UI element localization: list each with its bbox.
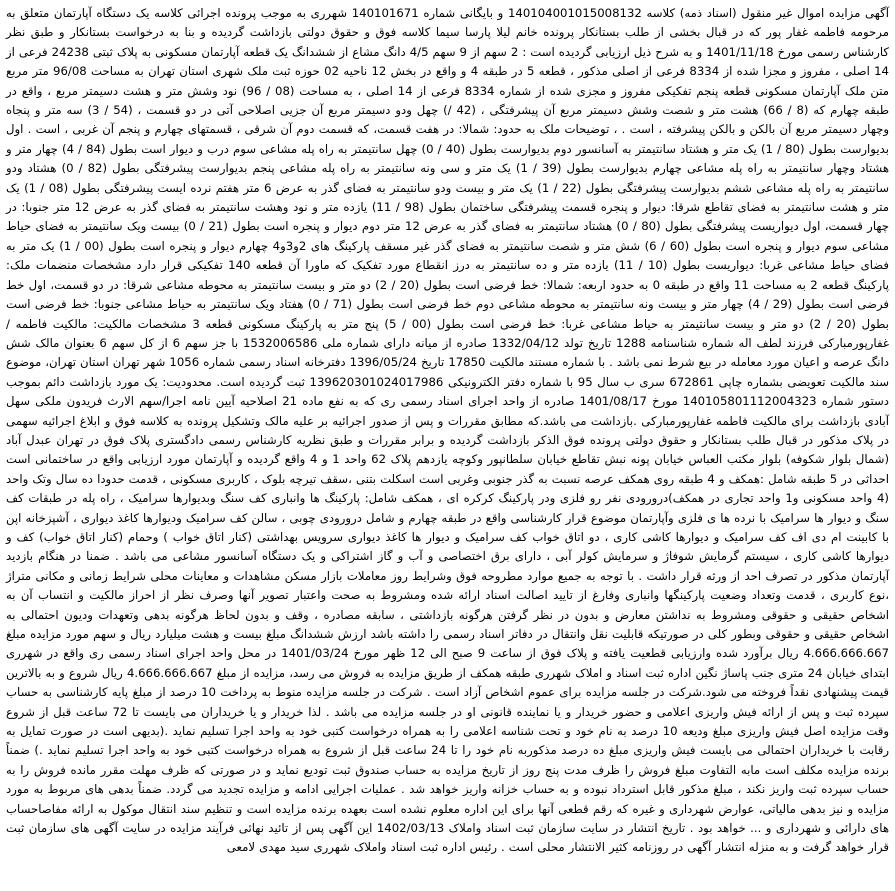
auction-notice-text: آگهی مزایده اموال غیر منقول (اسناد ذمه) کلاسه 140104001015008132 و بایگانی شماره 140101671 شهرری به موجب پرونده اجرائی کلاسه یک دستگاه آپارتمان متعلق به مرحومه فاطمه غفار پور که در قبال بخشی از طلب بستانکار پرونده خانم لیلا پارسا سیما کلاسه فوق و حقوق دولتی بازداشت گردیده و بنا به درخواست بستانکار و طبق نظر کارشناس رسمی مورخ 1401/11/18 و به شرح ذیل ارزیابی گردیده است : 2 سهم از 9 سهم 4/5 دانگ مشاع از ششدانگ یک قطعه آپارتمان مسکونی به پلاک ثبتی 24238 فرعی از 14 اصلی ، مفروز و مجزا شده از 8334 فرعی از اصلی مذکور ، قطعه 5 در طبقه 4 و واقع در بخش 12 ناحیه 02 حوزه ثبت ملک شهری استان تهران به مساحت 96/08 متر مربع متن ملک آپارتمان مسکونی قطعه پنجم تفکیکی مفروز و مجزی شده از شماره 8334 فرعی از 14 اصلی ، به مساحت (08 / 96) نود وشش متر و هشت دسیمتر مربع ، واقع در طبقه چهارم که (8 / 66) هشت متر و شصت وشش دسیمتر مربع آن پیشرفتگی ، (42 /) چهل ودو دسیمتر مربع آن جزیی اصلاحی آتی در دو قسمت ، (54 / 3) سه متر و پنجاه وچهار دسیمتر مربع آن بالکن و بالکن پیشرفته ، است . ، توضیحات ملک به حدود: شمالا: در هفت قسمت، که قسمت دوم آن شرقی ، قسمتهای چهارم و پنجم آن غربی ، است . اول بدیوارست بطول (80 / 1) یک متر و هشتاد سانتیمتر به آسانسور دوم بدیوارست بطول (40 / 0) چهل سانتیمتر به راه پله مشاعی سوم درب و دیوار است بطول (84 / 4) چهار متر و هشتاد وچهار سانتیمتر به راه پله مشاعی چهارم بدیوارست بطول (39 / 1) یک متر و سی ونه سانتیمتر به راه پله مشاعی پنجم بدیوارست پیشرفتگی بطول (82 / 0) هشتاد ودو سانتیمتر به راه پله مشاعی ششم بدیوارست پیشرفتگی بطول (22 / 1) یک متر و بیست ودو سانتیمتر به فضای گذر به عرض 6 متر هفتم نرده ایست پیشرفتگی بطول (08 / 1) یک متر و هشت سانتیمتر به فضای تقاطع شرقا: دیوار و پنجره قسمت پیشرفتگی ساختمان بطول (98 / 11) یازده متر و نود وهشت سانتیمتر به فضای گذر به عرض 12 متر جنوبا: در چهار قسمت، اول دیواریست پیشرفتگی بطول (80 / 0) هشتاد سانتیمتر به فضای گذر به عرض 12 متر دوم دیوار و پنجره است بطول (21 / 0) بیست ویک سانتیمتر به فضای حیاط مشاعی سوم دیوار و پنجره است بطول (60 / 6) شش متر و شصت سانتیمتر به فضای گذر غیر مسقف پارکینگ های 2و3و4 چهارم دیوار و پنجره است بطول (00 / 1) یک متر به فضای حیاط مشاعی غربا: دیواریست بطول (10 / 11) یازده متر و ده سانتیمتر به درز انقطاع مورد تفکیک که ماورا آن قطعه 140 تفکیکی قرار دارد مشخصات منضمات ملک: پارکینگ قطعه 2 به مساحت 11 واقع در طبقه 0 به حدود اربعه: شمالا: خط فرضی است بطول (20 / 2) دو متر و بیست سانتیمتر به محوطه مشاعی شرقا: در دو قسمت، اول خط فرضی است بطول (29 / 4) چهار متر و بیست ونه سانتیمتر به محوطه مشاعی دوم خط فرضی است بطول (71 / 0) هفتاد ویک سانتیمتر به حیاط مشاعی جنوبا: خط فرضی است بطول (20 / 2) دو متر و بیست سانتیمتر به حیاط مشاعی غربا: خط فرضی است بطول (00 / 5) پنج متر به پارکینگ مسکونی قطعه 3 مشخصات مالکیت: مالکیت فاطمه / غفارپورمبارکی فرزند لطف اله شماره شناسنامه 1288 تاریخ تولد 1332/04/12 صادره از میانه دارای شماره ملی 1532006586 با جز سهم 6 از کل سهم 6 بعنوان مالک شش دانگ عرصه و اعیان مورد معامله در بیع شرط نمی باشد . با شماره مستند مالکیت 17850 تاریخ 1396/05/24 دفترخانه اسناد رسمی شماره 1056 شهر تهران استان تهران، موضوع سند مالکیت تعویضی بشماره چاپی 672861 سری ب سال 95 با شماره دفتر الکترونیکی 139620301024017986 ثبت گردیده است. محدودیت: یک مورد بازداشت دائم بموجب دستور شماره 140105801112004323 مورخ 1401/08/17 صادره از واحد اجرای اسناد رسمی ری که به نفع ماده 21 اصلاحیه آیین نامه اجرا/سهم الارث فریدون ملکی سهل آبادی بازداشت برای مالکیت فاطمه غفارپورمبارکی .بازداشت می باشد.که مطابق مقررات و پس از صدور اجرائیه بر علیه مالک وتشکیل پرونده به کلاسه فوق و ابلاغ اجرائیه سهمی در پلاک مذکور در قبال طلب بستانکار و حقوق دولتی پرونده فوق الذکر بازداشت گردیده و برابر مقررات و طبق نظریه کارشناس رسمی دادگستری پلاک فوق در تهران عبدل آباد (شمال بلوار شکوفه) بلوار مکتب العباس خیابان پونه نبش تقاطع خیابان سلطانپور وکوچه یازدهم پلاک 62 واحد 1 و 4 واقع گردیده و آپارتمان مورد ارزیابی واقع در ساختمانی است احداثی در 5 طبقه شامل :همکف و 4 طبقه روی همکف عرصه نسبت به گذر جنوبی وغربی است اسکلت بتنی ،سقف تیرچه بلوک ، کاربری مسکونی ، قدمت حدودا ده سال وتک واحد (4 واحد مسکونی و1 واحد تجاری در همکف)درورودی نفر رو فلزی ودر پارکینگ کرکره ای ، همکف شامل: پارکینگ ها وانباری کف سنگ وبدیوارها سرامیک ، راه پله در طبقات کف سنگ و دیوار ها سرامیک با نرده ها ی فلزی وآپارتمان موضوع قرار کارشناسی واقع در طبقه چهارم و شامل درورودی چوبی ، سالن کف سرامیک ودیوارها کاغذ دیواری ، آشپزخانه اپن با کابینت ام دی اف کف سرامیک و دیوارها کاشی کاری ، دو اتاق خواب کف سرامیک و دیوار ها کاغذ دیواری سرویس بهداشتی (کنار اتاق خواب ) وحمام (کنار اتاق خواب) کف و دیوارها کاشی کاری ، سیستم گرمایش شوفاژ و سرمایش کولر آبی ، دارای برق اختصاصی و آب و گاز اشتراکی و یک دستگاه آسانسور مشاعی می باشد . ضمنا در هنگام بازدید آپارتمان مذکور در تصرف احد از ورثه قرار داشت . با توجه به جمیع موارد مطروحه فوق وشرایط روز معاملات بازار مسکن مشاهدات و معاینات محلی شرایط زمانی و مکانی متراژ ،نوع کاربری ، قدمت وتعداد وضعیت پارکینگها وانباری وفارغ از تایید اصالت اسناد ارائه شده ومشروط به صحت واعتبار تصویر آنها وصرف نظر از احراز مالکیت و انتساب آن به اشخاص حقیقی و حقوقی ومشروط به نداشتن معارض و بدون در نظر گرفتن هرگونه بازداشتی ، سابقه مصادره ، وقف و بدون لحاظ هرگونه بدهی وتعهدات ودیون احتمالی به اشخاص حقیقی و حقوقی وبطور کلی در صورتیکه قابلیت نقل وانتقال در دفاتر اسناد رسمی را داشته باشد ارزش ششدانگ مبلغ بیست و هشت میلیارد ریال و سهم مورد مزایده مبلغ 4.666.666.667 ریال برآورد شده وارزیابی قطعیت یافته و پلاک فوق از ساعت 9 صبح الی 12 ظهر مورخ 1401/03/24 در محل واحد اجرای اسناد رسمی ری واقع در شهرری ابتدای خیابان 24 متری جنب پاساژ نگین اداره ثبت اسناد و املاک شهرری طبقه همکف از طریق مزایده به فروش می رسد، مزایده از مبلغ 4.666.666.667 ریال شروع و به بالاترین قیمت پیشنهادی نقداً فروخته می شود.شرکت در جلسه مزایده برای عموم اشخاص آزاد است . شرکت در جلسه مزایده منوط به پرداخت 10 درصد از مبلغ پایه کارشناسی به حساب سپرده ثبت و پس از ارائه فیش واریزی اعلامی و حضور خریدار و یا نماینده قانونی او در جلسه مزایده می باشد . لذا خریدار و یا خریداران می بایست تا 72 ساعت قبل از شروع وقت مزایده اصل فیش واریزی مبلغ ودیعه 10 درصد به نام خود و تحت شناسه اعلامی را به همراه درخواست کتبی خود به واحد اجرا تسلیم نماید .(بدیهی است در صورت تمایل به رقابت با خریداران احتمالی می بایست فیش واریزی مبلغ ده درصد مذکوربه نام خود را تا 24 ساعت قبل از شروع به همراه درخواست کتبی خود به واحد اجرا تسلیم نماید .) ضمناً برنده مزایده مکلف است مابه التفاوت مبلغ فروش را ظرف مدت پنج روز از تاریخ مزایده به حساب صندوق ثبت تودیع نماید و در صورتی که ظرف مهلت مقرر مانده فروش را به حساب سپرده ثبت واریز نکند ، مبلغ مذکور قابل استرداد نبوده و به حساب خزانه واریز خواهد شد . عملیات اجرایی ادامه و مزایده تجدید می گردد. ضمناً بدهی های مربوط به مورد مزایده و نیز بدهی مالیاتی، عوارض شهرداری و غیره که رقم قطعی آنها برای این اداره معلوم نشده است بعهده برنده مزایده است و تنظیم سند انتقال موکول به ارائه مفاصاحساب های دارائی و شهرداری و ... خواهد بود . تاریخ انتشار در سایت سازمان ثبت اسناد واملاک 1402/03/13 این آگهی پس از تائید نهائی فرآیند مزایده در سایت آگهی های سازمان ثبت قرار خواهد گرفت و به منزله انتشار آگهی در روزنامه کثیر الانتشار محلی است . رئیس اداره ثبت اسناد واملاک شهرری سید مهدی لامعی [5, 6, 890, 855]
